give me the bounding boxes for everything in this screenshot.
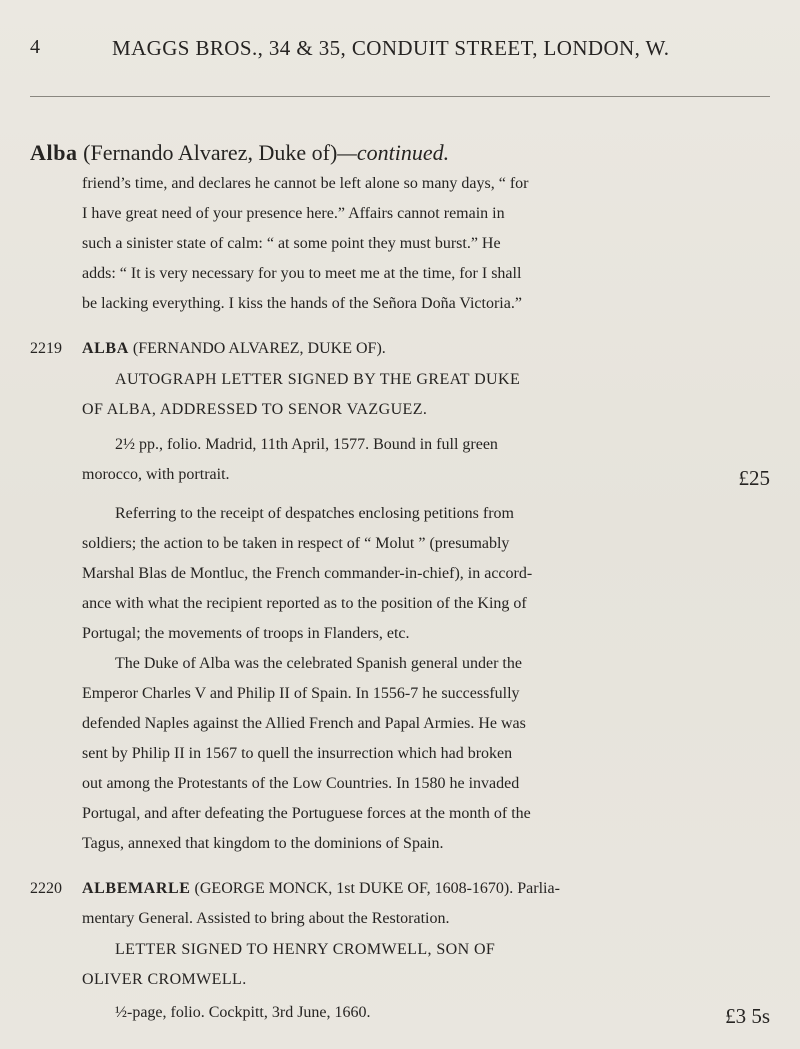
lot-subheading: OF ALBA, ADDRESSED TO SENOR VAZGUEZ. <box>82 401 428 418</box>
text-line: such a sinister state of calm: “ at some point they must burst.” He <box>82 235 501 252</box>
lot-number: 2219 <box>30 340 62 357</box>
lot-description: 2½ pp., folio. Madrid, 11th April, 1577. Bound in full green <box>115 436 498 453</box>
lot-subheading: AUTOGRAPH LETTER SIGNED BY THE GREAT DUKE <box>115 371 521 388</box>
lot-subheading: OLIVER CROMWELL. <box>82 971 247 988</box>
lot-price: £25 <box>738 466 770 490</box>
continuation-rest: (Fernando Alvarez, Duke of) <box>83 140 338 165</box>
lot-note-line: Portugal, and after defeating the Portuguese forces at the month of the <box>82 805 531 822</box>
header-divider <box>30 96 770 97</box>
lot-subheading: LETTER SIGNED TO HENRY CROMWELL, SON OF <box>115 941 496 958</box>
lot-note-line: out among the Protestants of the Low Countries. In 1580 he invaded <box>82 775 520 792</box>
continuation-name: Alba <box>30 140 78 165</box>
lot-note-line: Tagus, annexed that kingdom to the dominions of Spain. <box>82 835 444 852</box>
lot-description: morocco, with portrait. <box>82 466 230 483</box>
text-line: I have great need of your presence here.” Affairs cannot remain in <box>82 205 505 222</box>
continuation-marker: —continued. <box>337 140 450 165</box>
lot-note-line: soldiers; the action to be taken in respect of “ Molut ” (presumably <box>82 535 510 552</box>
lot-note-line: Marshal Blas de Montluc, the French commander-in-chief), in accord- <box>82 565 533 582</box>
lot-heading-name: ALBA <box>82 340 129 357</box>
lot-price: £3 5s <box>725 1004 770 1028</box>
lot-note-line: Portugal; the movements of troops in Flanders, etc. <box>82 625 410 642</box>
text-line: be lacking everything. I kiss the hands of the Señora Doña Victoria.” <box>82 295 522 312</box>
lot-note-line: ance with what the recipient reported as to the position of the King of <box>82 595 527 612</box>
lot-number: 2220 <box>30 880 62 897</box>
page-title: MAGGS BROS., 34 & 35, CONDUIT STREET, LONDON, W. <box>112 36 670 60</box>
text-line: friend’s time, and declares he cannot be left alone so many days, “ for <box>82 175 529 192</box>
lot-note-line: Referring to the receipt of despatches enclosing petitions from <box>115 505 514 522</box>
lot-description: ½-page, folio. Cockpitt, 3rd June, 1660. <box>115 1004 371 1021</box>
lot-heading <box>82 340 386 358</box>
lot-note-line: defended Naples against the Allied French and Papal Armies. He was <box>82 715 526 732</box>
lot-heading-rest: (FERNANDO ALVAREZ, DUKE OF). <box>132 340 386 357</box>
lot-note-line: sent by Philip II in 1567 to quell the insurrection which had broken <box>82 745 513 762</box>
lot-heading-continued: mentary General. Assisted to bring about the Restoration. <box>82 910 450 927</box>
lot-note-line: Emperor Charles V and Philip II of Spain. In 1556-7 he successfully <box>82 685 520 702</box>
page-number: 4 <box>30 36 41 58</box>
lot-heading-rest: (GEORGE MONCK, 1st DUKE OF, 1608-1670). Parlia- <box>194 880 560 897</box>
running-head <box>30 30 770 66</box>
lot-note-line: The Duke of Alba was the celebrated Spanish general under the <box>115 655 522 672</box>
lot-heading <box>82 880 560 898</box>
continuation-label <box>30 140 449 166</box>
lot-heading-name: ALBEMARLE <box>82 880 191 897</box>
text-line: adds: “ It is very necessary for you to meet me at the time, for I shall <box>82 265 522 282</box>
